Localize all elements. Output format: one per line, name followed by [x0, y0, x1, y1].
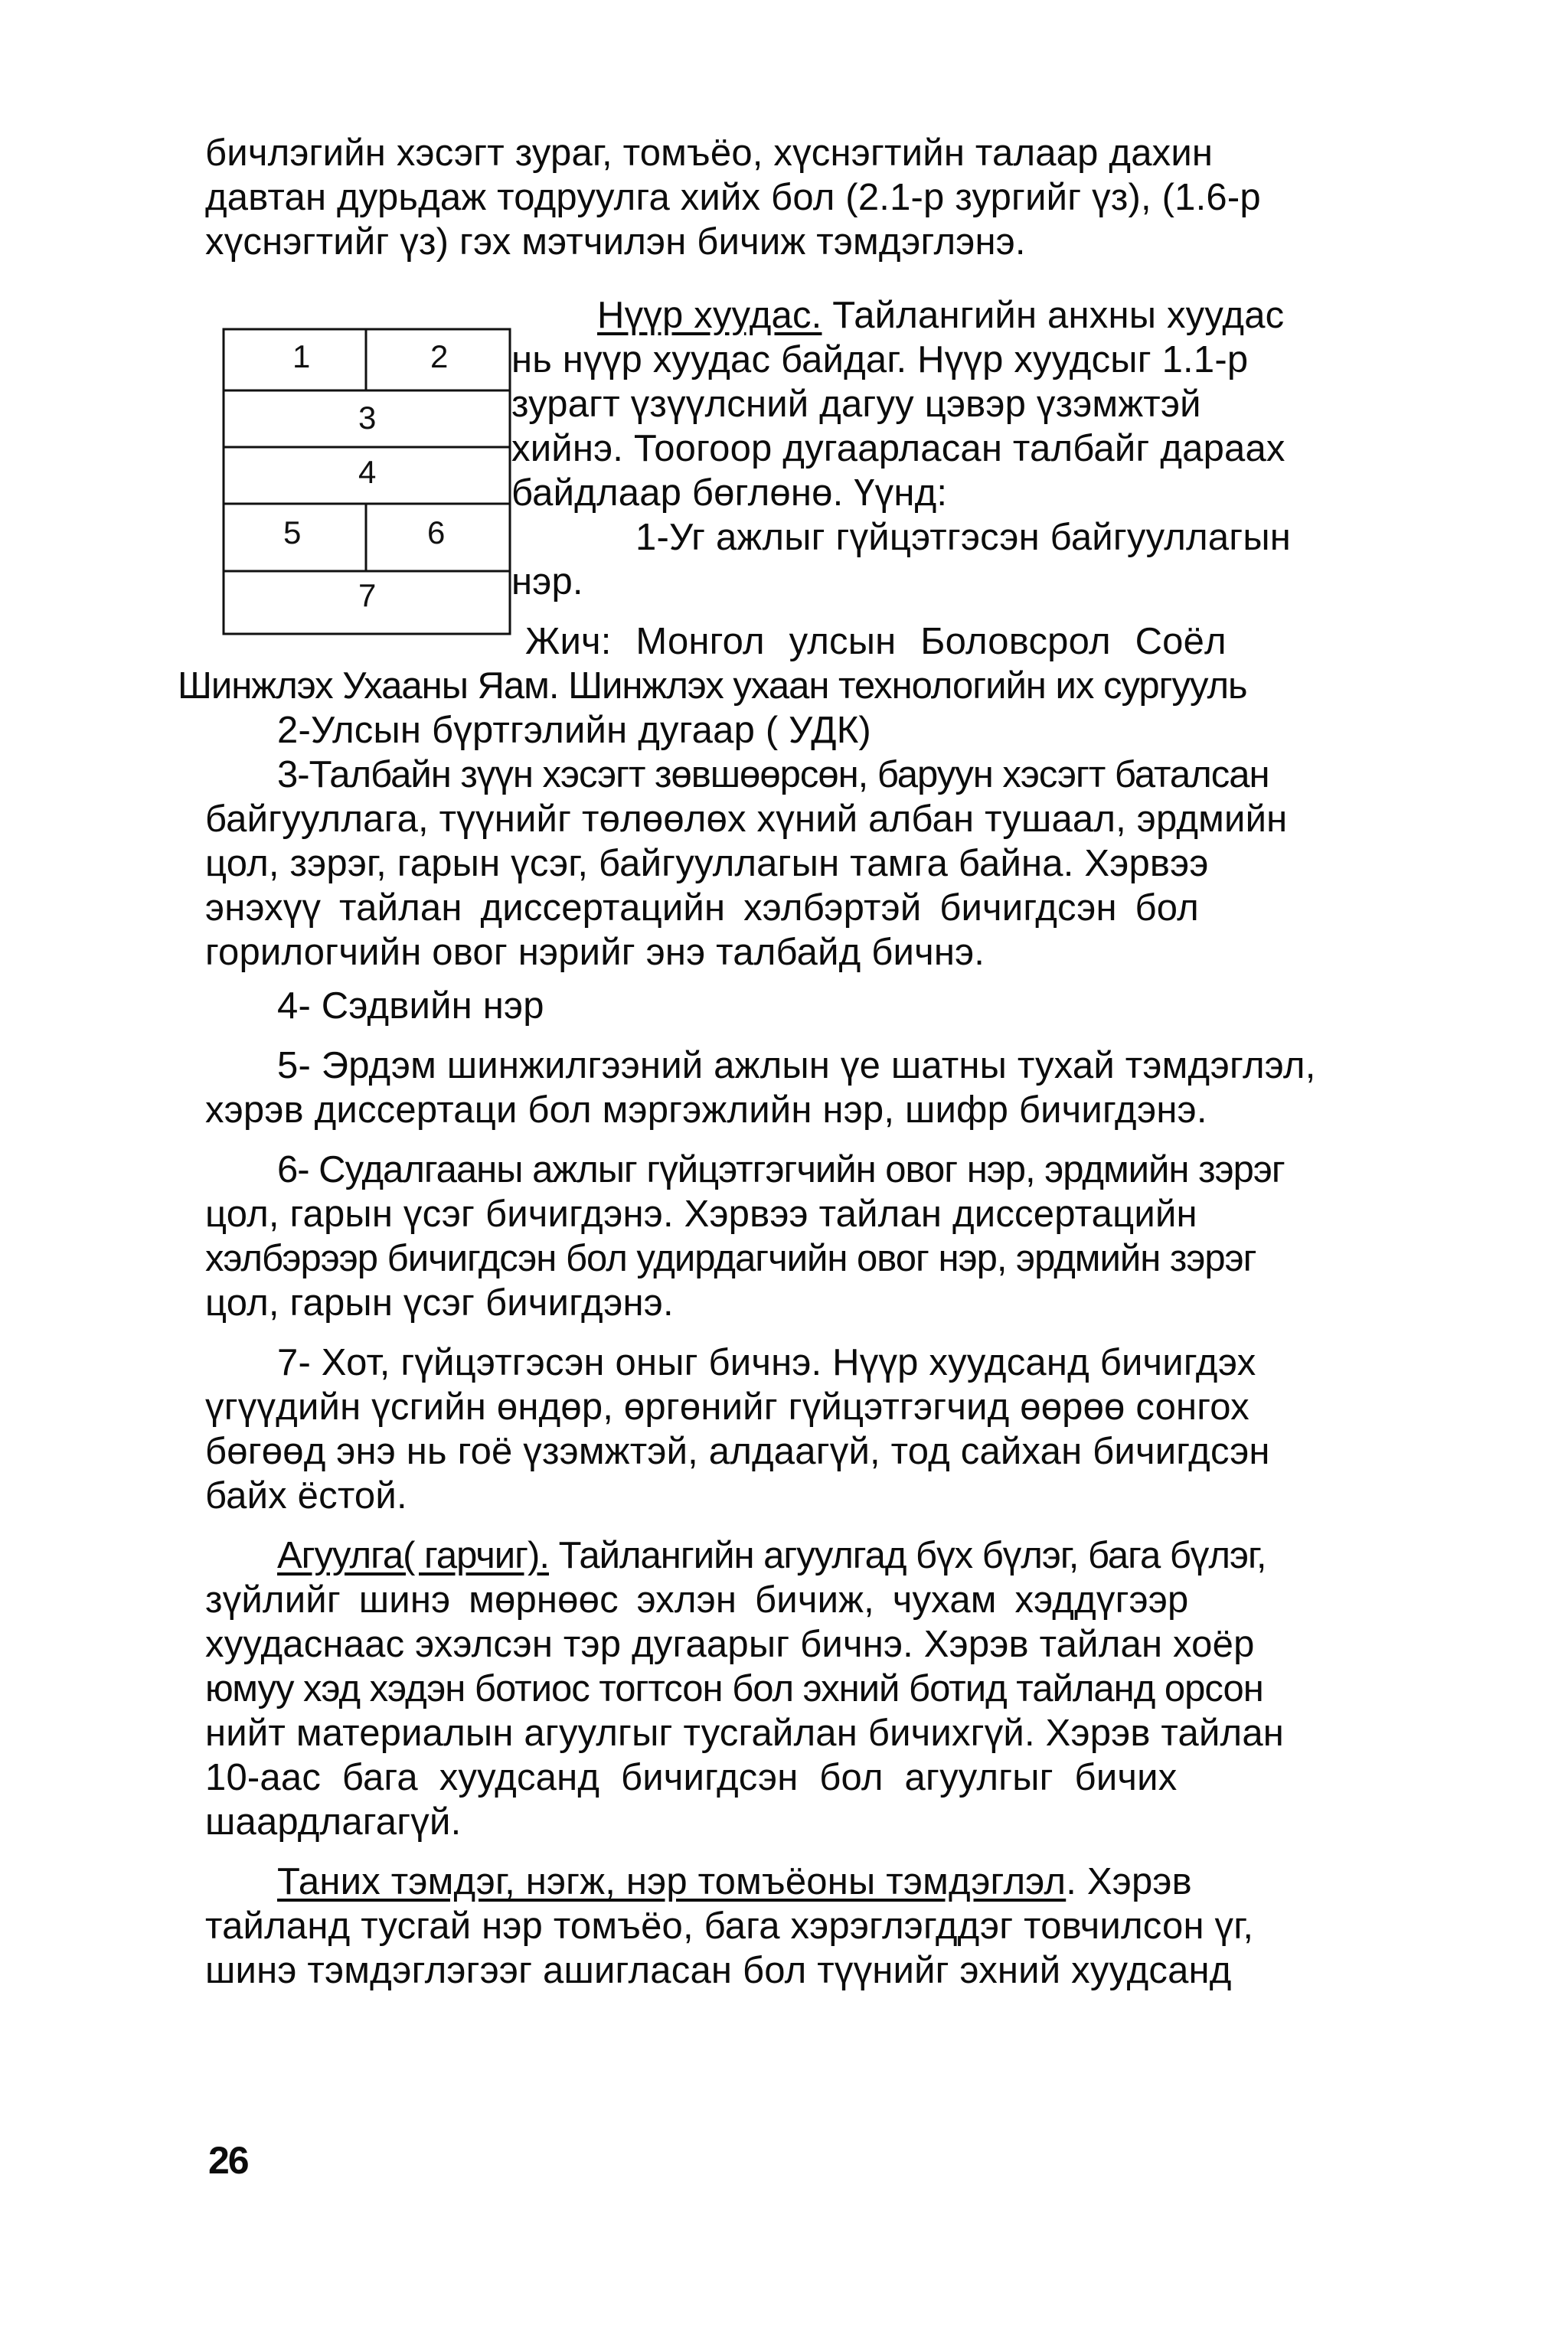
- text-line: хийнэ. Тоогоор дугаарласан талбайг дараах: [511, 428, 1285, 469]
- text-line: шаардлагагүй.: [205, 1801, 462, 1843]
- text-line: бичлэгийн хэсэгт зураг, томъёо, хүснэгтийн талаар дахин: [205, 132, 1214, 174]
- scheme-cell-1: 1: [292, 338, 311, 374]
- text-line: 1-Уг ажлыг гүйцэтгэсэн байгууллагын: [635, 517, 1292, 558]
- text-line: Шинжлэх Ухааны Яам. Шинжлэх ухаан технологийн их сургууль: [178, 665, 1247, 707]
- text-line: 10-аас бага хуудсанд бичигдсэн бол агуулгыг бичих: [205, 1757, 1178, 1798]
- text-line: бөгөөд энэ нь гоё үзэмжтэй, алдаагүй, тод сайхан бичигдсэн: [205, 1431, 1270, 1472]
- section-heading: Агуулга( гарчиг).: [277, 1535, 549, 1576]
- page-number: 26: [208, 2139, 248, 2182]
- text-line: давтан дурьдаж тодруулга хийх бол (2.1-р зургийг үз), (1.6-р: [205, 177, 1261, 218]
- symbols-heading-line: [277, 1859, 1192, 1905]
- scheme-cell-7: 7: [358, 577, 377, 613]
- text-line: нийт материалын агуулгыг тусгайлан бичихгүй. Хэрэв тайлан: [205, 1713, 1285, 1754]
- text-line: хэрэв диссертаци бол мэргэжлийн нэр, шифр бичигдэнэ.: [205, 1089, 1207, 1131]
- text-line: үгүүдийн үсгийн өндөр, өргөнийг гүйцэтгэгчид өөрөө сонгох: [205, 1386, 1250, 1428]
- text-line: 6- Судалгааны ажлыг гүйцэтгэгчийн овог нэр, эрдмийн зэрэг: [277, 1149, 1285, 1190]
- text-line: байх ёстой.: [205, 1475, 407, 1517]
- text-line: юмуу хэд хэдэн ботиос тогтсон бол эхний ботид тайланд орсон: [205, 1668, 1263, 1709]
- title-page-scheme: [222, 320, 513, 642]
- text-line: 3-Талбайн зүүн хэсэгт зөвшөөрсөн, баруун хэсэгт баталсан: [277, 754, 1269, 795]
- text-run: Тайлангийн агуулгад бүх бүлэг, бага бүлэг,: [548, 1535, 1266, 1576]
- text-line: Жич: Монгол улсын Боловсрол Соёл: [525, 621, 1227, 662]
- scheme-cell-2: 2: [430, 338, 449, 374]
- text-line: зүйлийг шинэ мөрнөөс эхлэн бичиж, чухам хэддүгээр: [205, 1579, 1189, 1621]
- text-line: хуудаснаас эхэлсэн тэр дугаарыг бичнэ. Хэрэв тайлан хоёр: [205, 1624, 1255, 1665]
- text-line: цол, гарын үсэг бичигдэнэ. Хэрвээ тайлан диссертацийн: [205, 1194, 1197, 1235]
- text-line: 7- Хот, гүйцэтгэсэн оныг бичнэ. Нүүр хуудсанд бичигдэх: [277, 1342, 1256, 1383]
- text-line: нь нүүр хуудас байдаг. Нүүр хуудсыг 1.1-р: [511, 339, 1249, 380]
- text-line: байдлаар бөглөнө. Үүнд:: [511, 472, 948, 514]
- scheme-cell-3: 3: [358, 400, 377, 436]
- text-line: 5- Эрдэм шинжилгээний ажлын үе шатны тухай тэмдэглэл,: [277, 1045, 1316, 1086]
- text-line: 2-Улсын бүртгэлийн дугаар ( УДК): [277, 710, 871, 751]
- text-line: хүснэгтийг үз) гэх мэтчилэн бичиж тэмдэглэнэ.: [205, 221, 1026, 263]
- text-line: байгууллага, түүнийг төлөөлөх хүний албан тушаал, эрдмийн: [205, 798, 1288, 840]
- text-line: 4- Сэдвийн нэр: [277, 985, 544, 1027]
- section-heading: Таних тэмдэг, нэгж, нэр томъёоны тэмдэглэл: [277, 1861, 1067, 1902]
- text-run: Тайлангийн анхны хуудас: [822, 295, 1285, 336]
- text-line: горилогчийн овог нэрийг энэ талбайд бичнэ.: [205, 932, 985, 973]
- scheme-cell-5: 5: [283, 514, 302, 550]
- scheme-cell-6: 6: [427, 514, 446, 550]
- text-line: энэхүү тайлан диссертацийн хэлбэртэй бичигдсэн бол: [205, 887, 1199, 929]
- contents-heading-line: [277, 1533, 1266, 1579]
- text-line: хэлбэрээр бичигдсэн бол удирдагчийн овог нэр, эрдмийн зэрэг: [205, 1238, 1256, 1279]
- text-line: цол, гарын үсэг бичигдэнэ.: [205, 1282, 674, 1324]
- text-line: шинэ тэмдэглэгээг ашигласан бол түүнийг эхний хуудсанд: [205, 1950, 1232, 1991]
- text-line: нэр.: [511, 561, 583, 602]
- text-line: тайланд тусгай нэр томъёо, бага хэрэглэгддэг товчилсон үг,: [205, 1905, 1254, 1947]
- text-line: цол, зэрэг, гарын үсэг, байгууллагын тамга байна. Хэрвээ: [205, 843, 1209, 884]
- text-run: . Хэрэв: [1066, 1861, 1192, 1902]
- scheme-cell-4: 4: [358, 454, 377, 490]
- title-page-heading-line: [597, 292, 1284, 338]
- section-heading: Нүүр хуудас.: [597, 295, 822, 336]
- text-line: зурагт үзүүлсний дагуу цэвэр үзэмжтэй: [511, 384, 1201, 425]
